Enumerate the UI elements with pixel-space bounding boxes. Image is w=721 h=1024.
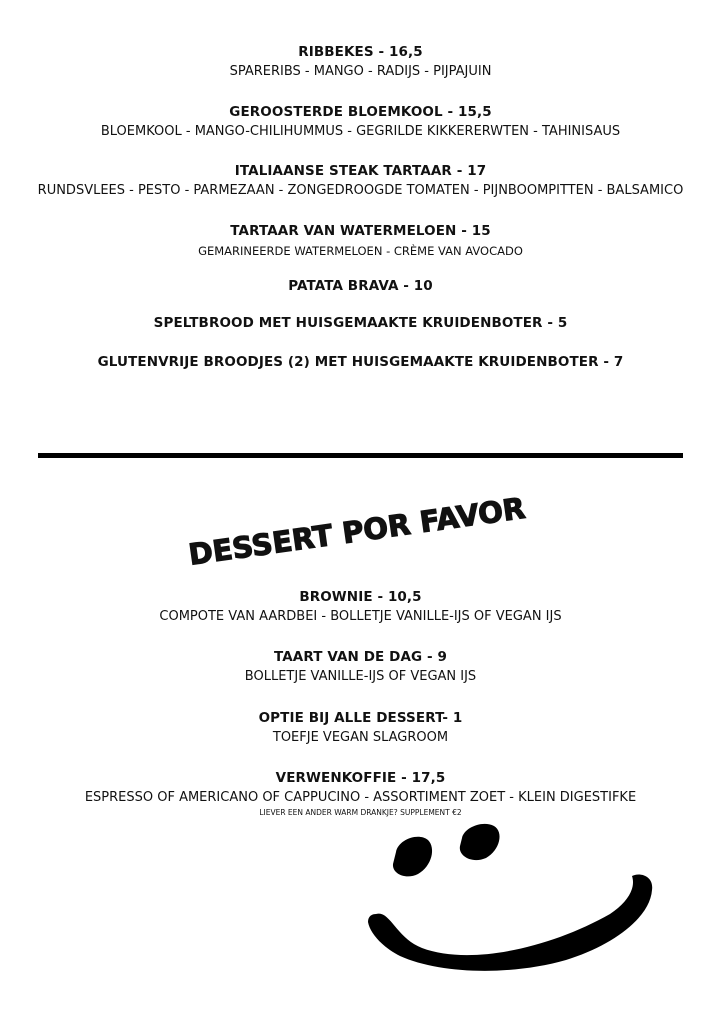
- item-name: BROWNIE - 10,5: [299, 589, 422, 605]
- menu-item-glutenvrije-broodjes: [0, 353, 721, 371]
- item-note: LIEVER EEN ANDER WARM DRANKJE? SUPPLEMENT €2: [259, 808, 462, 817]
- item-name: VERWENKOFFIE - 17,5: [275, 770, 446, 786]
- dessert-item-brownie: [0, 588, 721, 626]
- item-name: OPTIE BIJ ALLE DESSERT- 1: [258, 710, 463, 726]
- item-description: RUNDSVLEES - PESTO - PARMEZAAN - ZONGEDROOGDE TOMATEN - PIJNBOOMPITTEN - BALSAMICO: [37, 183, 684, 198]
- menu-item-ribbekes: [0, 43, 721, 81]
- item-name: ITALIAANSE STEAK TARTAAR - 17: [234, 163, 487, 179]
- item-name: GEROOSTERDE BLOEMKOOL - 15,5: [229, 104, 492, 120]
- item-description: COMPOTE VAN AARDBEI - BOLLETJE VANILLE-IJS OF VEGAN IJS: [159, 609, 562, 624]
- dessert-item-optie: [0, 709, 721, 747]
- item-name: RIBBEKES - 16,5: [298, 44, 423, 60]
- menu-item-patata-brava: [0, 277, 721, 295]
- smiley-face-icon: [360, 818, 670, 978]
- item-description: SPARERIBS - MANGO - RADIJS - PIJPAJUIN: [229, 64, 492, 79]
- item-name: PATATA BRAVA - 10: [288, 278, 433, 294]
- menu-item-steak-tartaar: [0, 162, 721, 200]
- item-description: BLOEMKOOL - MANGO-CHILIHUMMUS - GEGRILDE KIKKERERWTEN - TAHINISAUS: [100, 124, 621, 139]
- menu-item-bloemkool: [0, 103, 721, 141]
- item-description: BOLLETJE VANILLE-IJS OF VEGAN IJS: [244, 669, 477, 684]
- item-name: TAART VAN DE DAG - 9: [274, 649, 447, 665]
- dessert-title-text: DESSERT POR FAVOR: [186, 490, 528, 572]
- item-name: GLUTENVRIJE BROODJES (2) MET HUISGEMAAKTE KRUIDENBOTER - 7: [97, 354, 624, 370]
- item-description: ESPRESSO OF AMERICANO OF CAPPUCINO - ASSORTIMENT ZOET - KLEIN DIGESTIFKE: [84, 790, 637, 805]
- item-name: TARTAAR VAN WATERMELOEN - 15: [230, 223, 491, 239]
- menu-item-watermeloen: [0, 222, 721, 260]
- dessert-item-taart: [0, 648, 721, 686]
- dessert-item-verwenkoffie: [0, 769, 721, 818]
- item-name: SPELTBROOD MET HUISGEMAAKTE KRUIDENBOTER - 5: [153, 315, 568, 331]
- item-description: GEMARINEERDE WATERMELOEN - CRÈME VAN AVOCADO: [198, 244, 523, 258]
- section-divider: [38, 453, 683, 458]
- dessert-title: [180, 490, 528, 572]
- item-description: TOEFJE VEGAN SLAGROOM: [272, 730, 449, 745]
- menu-item-speltbrood: [0, 314, 721, 332]
